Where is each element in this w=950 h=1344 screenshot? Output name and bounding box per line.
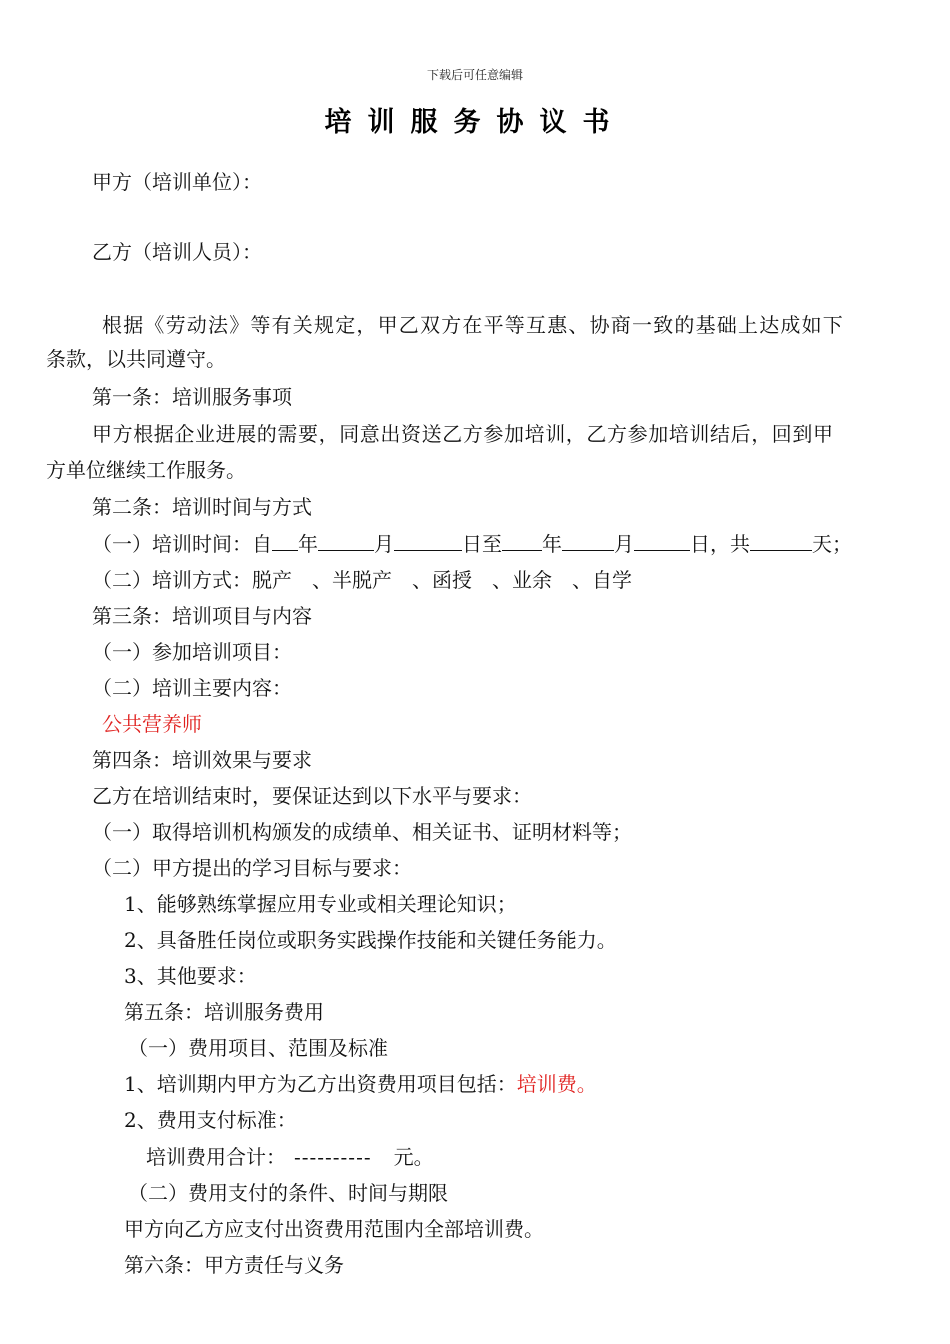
- fee-total-blank[interactable]: ----------: [294, 1145, 372, 1169]
- party-a-line: 甲方（培训单位）：: [92, 170, 262, 194]
- article-4-sub-2: 2、具备胜任岗位或职务实践操作技能和关键任务能力。: [124, 928, 617, 952]
- end-year-blank[interactable]: [502, 532, 542, 551]
- training-mode-line: （二）培训方式：脱产 、半脱产 、函授 、业余 、自学: [92, 568, 632, 592]
- article-3-item-1: （一）参加培训项目：: [92, 640, 292, 664]
- end-month-blank[interactable]: [562, 532, 614, 551]
- article-3-title: 第三条：培训项目与内容: [92, 604, 312, 628]
- time-day-2: 日，共: [690, 532, 750, 556]
- time-year-2: 年: [542, 532, 562, 556]
- time-month-2: 月: [614, 532, 634, 556]
- start-month-blank[interactable]: [318, 532, 374, 551]
- header-note: 下载后可任意编辑: [426, 68, 523, 82]
- article-4-sub-3: 3、其他要求：: [124, 964, 257, 988]
- party-b-line: 乙方（培训人员）：: [92, 240, 262, 264]
- article-5-item-2: （二）费用支付的条件、时间与期限: [128, 1181, 448, 1205]
- article-4-title: 第四条：培训效果与要求: [92, 748, 312, 772]
- start-day-blank[interactable]: [394, 532, 462, 551]
- article-1-title: 第一条：培训服务事项: [92, 385, 292, 409]
- fee-total-label: 培训费用合计：: [146, 1145, 286, 1169]
- total-days-blank[interactable]: [750, 532, 812, 551]
- training-content-value: 公共营养师: [102, 712, 202, 736]
- intro-line-1: 根据《劳动法》等有关规定，甲乙双方在平等互惠、协商一致的基础上达成如下: [102, 313, 844, 337]
- intro-line-2: 条款，以共同遵守。: [46, 347, 226, 371]
- article-4-sub-1: 1、能够熟练掌握应用专业或相关理论知识；: [124, 892, 517, 916]
- article-5-sub-2: 2、费用支付标准：: [124, 1108, 297, 1132]
- fee-items-value: 培训费。: [516, 1072, 597, 1096]
- article-1-text-2: 方单位继续工作服务。: [46, 458, 246, 482]
- fee-total-line: [146, 1145, 434, 1169]
- article-5-sub-1: [124, 1072, 597, 1096]
- time-prefix: （一）培训时间：自: [92, 532, 272, 556]
- article-2-title: 第二条：培训时间与方式: [92, 495, 312, 519]
- article-5-item-2-text: 甲方向乙方应支付出资费用范围内全部培训费。: [124, 1217, 544, 1241]
- article-1-text-1: 甲方根据企业进展的需要，同意出资送乙方参加培训，乙方参加培训结后，回到甲: [92, 422, 834, 446]
- article-4-item-1: （一）取得培训机构颁发的成绩单、相关证书、证明材料等；: [92, 820, 632, 844]
- time-day-to: 日至: [462, 532, 502, 556]
- article-4-item-2: （二）甲方提出的学习目标与要求：: [92, 856, 412, 880]
- article-5-item-1: （一）费用项目、范围及标准: [128, 1036, 388, 1060]
- start-year-blank[interactable]: [272, 532, 298, 551]
- fee-total-unit: 元。: [393, 1145, 434, 1169]
- article-4-intro: 乙方在培训结束时，要保证达到以下水平与要求：: [92, 784, 532, 808]
- article-5-title: 第五条：培训服务费用: [124, 1000, 324, 1024]
- end-day-blank[interactable]: [634, 532, 690, 551]
- document-title: 培训服务协议书: [324, 107, 626, 138]
- article-6-title: 第六条：甲方责任与义务: [124, 1253, 344, 1277]
- article-3-item-2: （二）培训主要内容：: [92, 676, 292, 700]
- fee-items-text: 1、培训期内甲方为乙方出资费用项目包括：: [124, 1072, 517, 1096]
- time-month-1: 月: [374, 532, 394, 556]
- time-year-1: 年: [298, 532, 318, 556]
- training-time-line: [92, 532, 852, 556]
- time-days: 天；: [812, 532, 852, 556]
